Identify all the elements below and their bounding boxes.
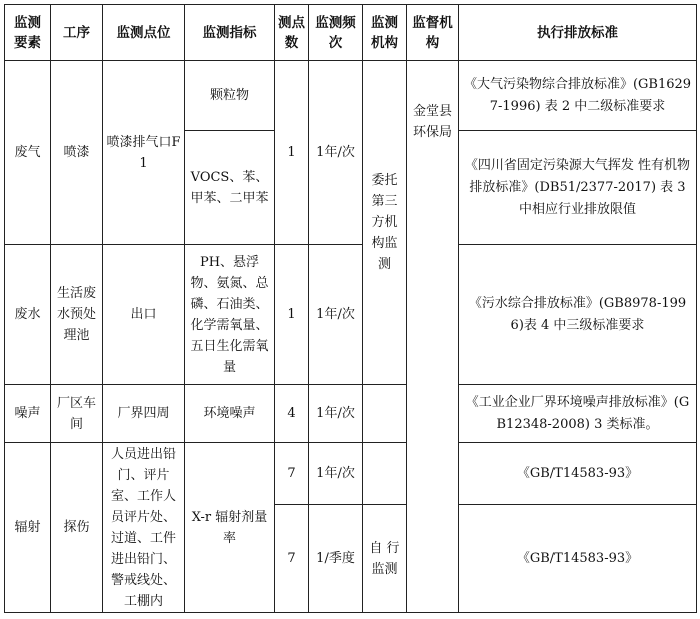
noise-point: 厂界四周 [103, 385, 185, 443]
noise-factor: 噪声 [5, 385, 51, 443]
radiation-standard-2: 《GB/T14583-93》 [459, 505, 697, 613]
monitoring-plan-table [4, 4, 697, 613]
waste-water-factor: 废水 [5, 245, 51, 385]
waste-water-point: 出口 [103, 245, 185, 385]
radiation-standard-1: 《GB/T14583-93》 [459, 443, 697, 505]
header-agency: 监测机构 [363, 5, 407, 61]
supervisor-jintang-epb: 金堂县环保局 [407, 61, 459, 613]
noise-frequency: 1年/次 [309, 385, 363, 443]
table-row-radiation-1 [5, 443, 697, 505]
radiation-frequency-1: 1年/次 [309, 443, 363, 505]
waste-gas-standard-2: 《四川省固定污染源大气挥发 性有机物排放标准》(DB51/2377-2017) 表 3 中相应行业排放限值 [459, 131, 697, 245]
radiation-count-1: 7 [275, 443, 309, 505]
noise-indicator: 环境噪声 [185, 385, 275, 443]
header-frequency: 监测频次 [309, 5, 363, 61]
header-count: 测点数 [275, 5, 309, 61]
waste-water-indicator: PH、悬浮物、氨氮、总磷、石油类、化学需氧量、五日生化需氧量 [185, 245, 275, 385]
radiation-point: 人员进出铅门、评片室、工作人员评片处、过道、工件进出铅门、警戒线处、工棚内 [103, 443, 185, 613]
waste-water-process: 生活废水预处理池 [51, 245, 103, 385]
waste-water-standard: 《污水综合排放标准》(GB8978-1996)表 4 中三级标准要求 [459, 245, 697, 385]
waste-gas-process: 喷漆 [51, 61, 103, 245]
radiation-frequency-2: 1/季度 [309, 505, 363, 613]
table-row-waste-gas-1 [5, 61, 697, 131]
noise-count: 4 [275, 385, 309, 443]
waste-gas-indicator-vocs: VOCS、苯、甲苯、二甲苯 [185, 131, 275, 245]
table-row-noise [5, 385, 697, 443]
header-row [5, 5, 697, 61]
radiation-factor: 辐射 [5, 443, 51, 613]
waste-water-count: 1 [275, 245, 309, 385]
header-process: 工序 [51, 5, 103, 61]
waste-gas-count: 1 [275, 61, 309, 245]
header-point: 监测点位 [103, 5, 185, 61]
header-supervisor: 监督机构 [407, 5, 459, 61]
noise-agency-empty [363, 385, 407, 443]
noise-process: 厂区车间 [51, 385, 103, 443]
header-factor: 监测要素 [5, 5, 51, 61]
waste-water-frequency: 1年/次 [309, 245, 363, 385]
agency-self-monitoring: 自 行监测 [363, 505, 407, 613]
agency-third-party: 委托第三方机构监测 [363, 61, 407, 385]
noise-standard: 《工业企业厂界环境噪声排放标准》(GB12348-2008) 3 类标准。 [459, 385, 697, 443]
radiation-process: 探伤 [51, 443, 103, 613]
radiation-count-2: 7 [275, 505, 309, 613]
table-row-waste-water [5, 245, 697, 385]
radiation-agency-empty [363, 443, 407, 505]
waste-gas-standard-1: 《大气污染物综合排放标准》(GB16297-1996) 表 2 中二级标准要求 [459, 61, 697, 131]
waste-gas-indicator-particulates: 颗粒物 [185, 61, 275, 131]
header-indicator: 监测指标 [185, 5, 275, 61]
radiation-indicator: X-r 辐射剂量率 [185, 443, 275, 613]
header-standard: 执行排放标准 [459, 5, 697, 61]
waste-gas-point: 喷漆排气口F1 [103, 61, 185, 245]
waste-gas-factor: 废气 [5, 61, 51, 245]
waste-gas-frequency: 1年/次 [309, 61, 363, 245]
